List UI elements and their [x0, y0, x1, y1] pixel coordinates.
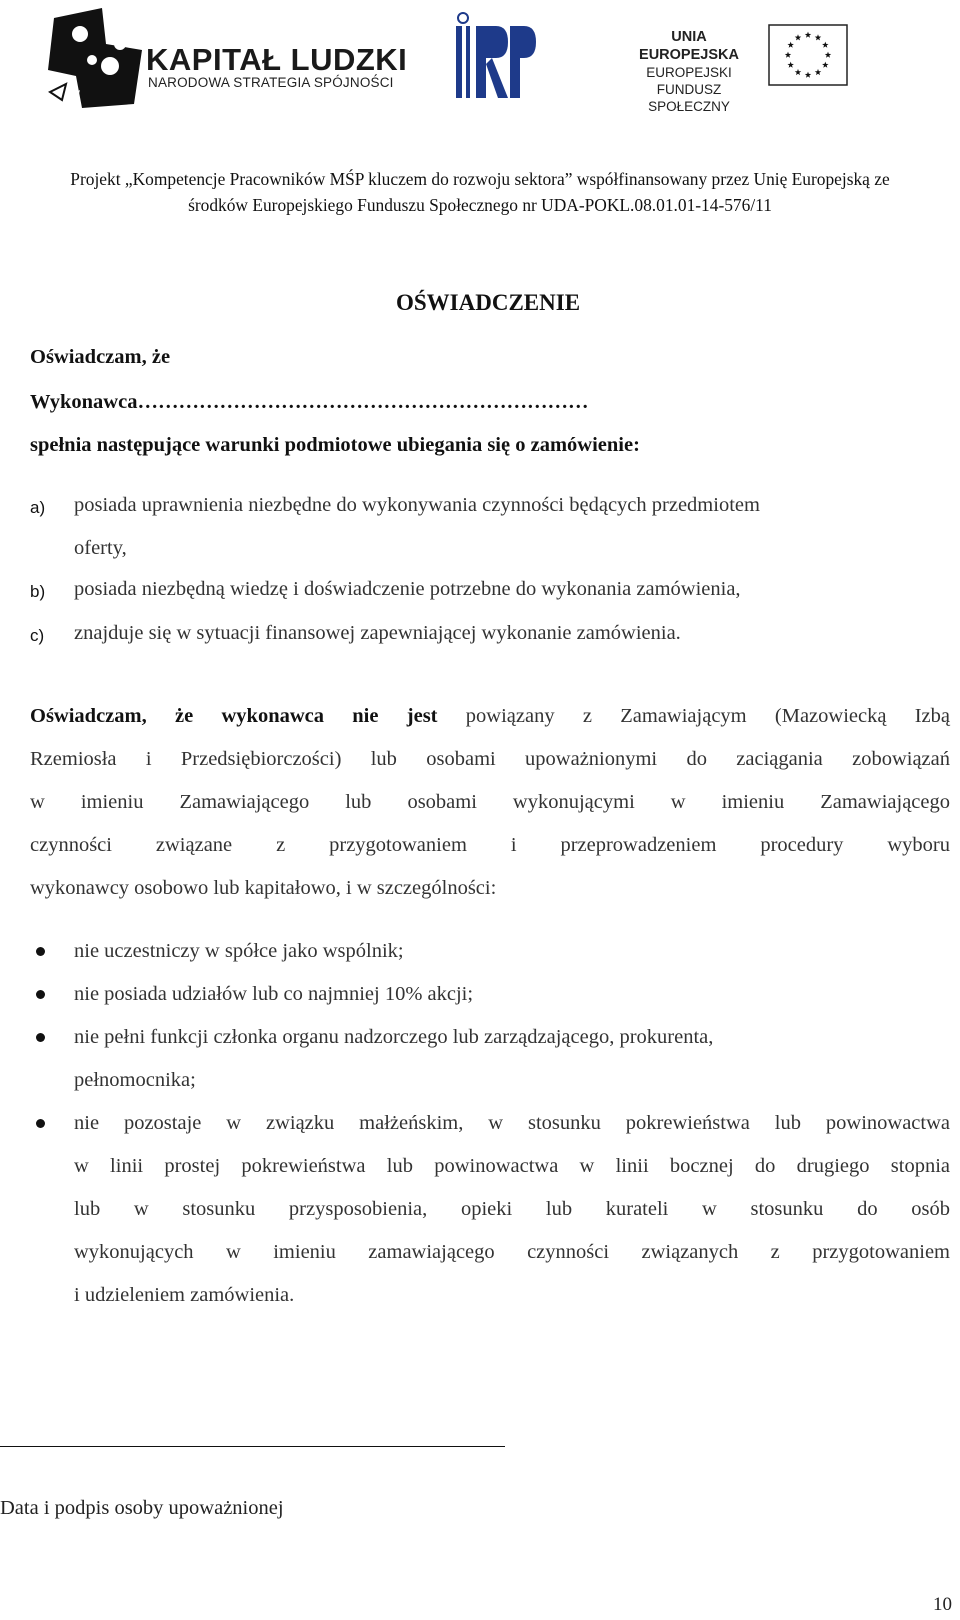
- bullet-2-line1: nie posiada udziałów lub co najmniej 10% akcji;: [74, 983, 474, 1005]
- kapital-ludzki-logo: [46, 4, 408, 112]
- conditions-heading: spełnia następujące warunki podmiotowe ubiegania się o zamówienie:: [30, 434, 640, 456]
- ue-line2: EUROPEJSKI: [646, 65, 732, 80]
- statement-line-5: wykonawcy osobowo lub kapitałowo, i w szczególności:: [30, 877, 497, 899]
- condition-b-line1: posiada niezbędną wiedzę i doświadczenie potrzebne do wykonania zamówienia,: [74, 578, 741, 600]
- bullet-4-dot: [36, 1119, 45, 1128]
- page-number: 10: [933, 1594, 952, 1615]
- bullet-4-line2: w linii prostej pokrewieństwa lub powinowactwa w linii bocznej do drugiego stopnia: [74, 1155, 950, 1177]
- ue-efs-logo: [620, 24, 950, 114]
- contractor-line: Wykonawca…………………………………………………………: [30, 391, 589, 413]
- ue-line1: UNIA EUROPEJSKA: [639, 29, 739, 63]
- condition-a-line1: posiada uprawnienia niezbędne do wykonywania czynności będących przedmiotem: [74, 494, 760, 516]
- bullet-1-line1: nie uczestniczy w spółce jako wspólnik;: [74, 940, 404, 962]
- signature-line: [0, 1446, 505, 1447]
- ue-line3: FUNDUSZ SPOŁECZNY: [648, 82, 730, 114]
- bullet-2-dot: [36, 990, 45, 999]
- project-line-1: Projekt „Kompetencje Pracowników MŚP kluczem do rozwoju sektora” współfinansowany przez Unię Europejską ze: [70, 169, 890, 189]
- bullet-4-line1: nie pozostaje w związku małżeńskim, w stosunku pokrewieństwa lub powinowactwa: [74, 1112, 950, 1134]
- statement-line-1: [30, 695, 950, 738]
- statement-lead: Oświadczam, że wykonawca nie jest: [30, 705, 438, 727]
- project-line-2: środków Europejskiego Funduszu Społecznego nr UDA-POKL.08.01.01-14-576/11: [188, 195, 772, 215]
- condition-c-marker: c): [30, 626, 45, 645]
- bullet-4-line5: i udzieleniem zamówienia.: [74, 1284, 295, 1306]
- kapital-ludzki-title: KAPITAŁ LUDZKI: [146, 42, 408, 77]
- bullet-3-line1: nie pełni funkcji członka organu nadzorczego lub zarządzającego, prokurenta,: [74, 1026, 714, 1048]
- kapital-ludzki-subtitle: NARODOWA STRATEGIA SPÓJNOŚCI: [148, 75, 394, 90]
- bullet-3-line2: pełnomocnika;: [74, 1069, 196, 1091]
- document-title: OŚWIADCZENIE: [396, 290, 581, 315]
- signature-label: Data i podpis osoby upoważnionej: [0, 1497, 284, 1519]
- condition-a-line2: oferty,: [74, 537, 127, 559]
- condition-b-marker: b): [30, 582, 46, 601]
- intro-text: Oświadczam, że: [30, 346, 171, 368]
- condition-c-line1: znajduje się w sytuacji finansowej zapewniającej wykonanie zamówienia.: [74, 622, 681, 644]
- statement-line-2: Rzemiosła i Przedsiębiorczości) lub osobami upoważnionymi do zaciągania zobowiązań: [30, 748, 950, 770]
- statement-line-3: w imieniu Zamawiającego lub osobami wykonującymi w imieniu Zamawiającego: [30, 791, 950, 813]
- ue-text-block: [620, 28, 758, 115]
- rp-logo-icon: [452, 12, 536, 102]
- project-header: [0, 166, 960, 218]
- bullet-1-dot: [36, 947, 45, 956]
- eu-flag-icon: [768, 24, 848, 86]
- bullet-3-dot: [36, 1033, 45, 1042]
- bullet-4-line3: lub w stosunku przysposobienia, opieki lub kurateli w stosunku do osób: [74, 1198, 950, 1220]
- bullet-item-2: [74, 973, 950, 1016]
- statement-line1-rest: powiązany z Zamawiającym (Mazowiecką Izbą: [465, 705, 951, 727]
- bullet-item-3: [74, 1016, 950, 1102]
- condition-a-marker: a): [30, 498, 46, 517]
- bullet-item-1: [74, 930, 950, 973]
- statement-paragraph: [30, 695, 950, 910]
- bullet-4-line4: wykonujących w imieniu zamawiającego czynności związanych z przygotowaniem: [74, 1241, 950, 1263]
- kapital-ludzki-emblem-icon: [46, 4, 142, 112]
- statement-line-4: czynności związane z przygotowaniem i przeprowadzeniem procedury wyboru: [30, 834, 950, 856]
- bullet-item-4: [74, 1102, 950, 1317]
